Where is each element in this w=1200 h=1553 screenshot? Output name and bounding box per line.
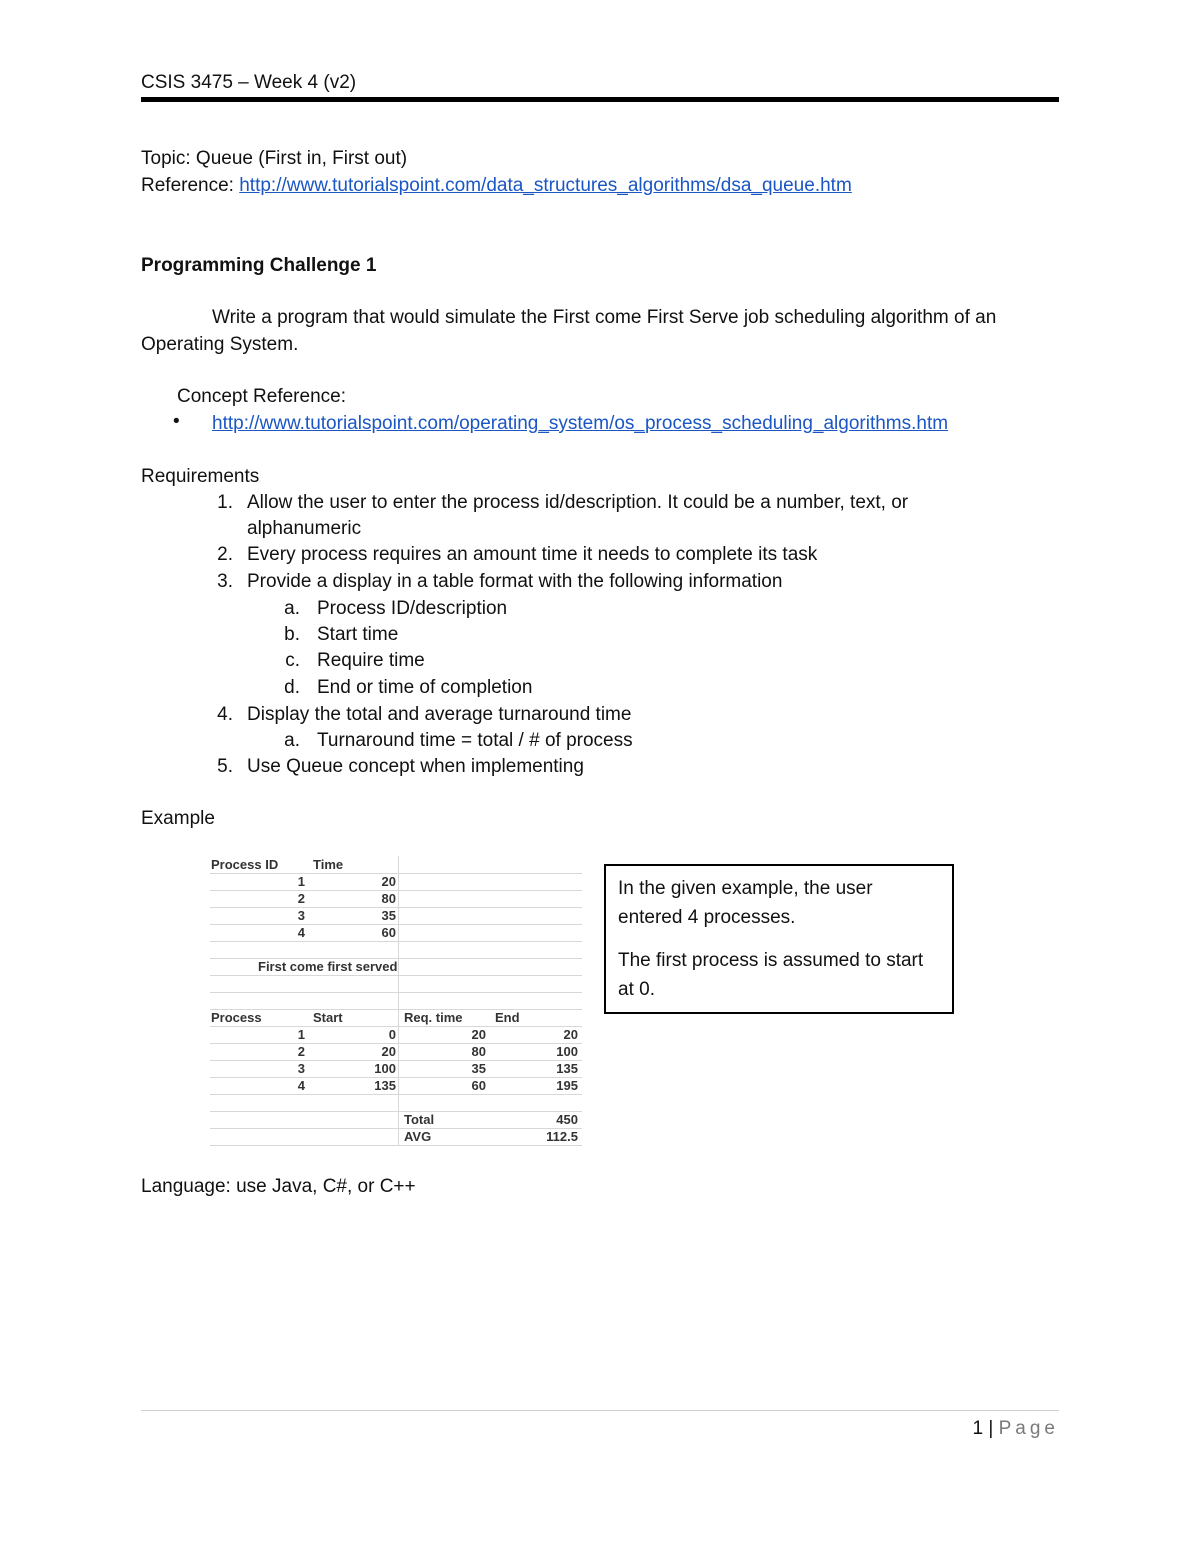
sheet-cell: 3 <box>297 908 305 923</box>
sheet-cell: 4 <box>297 1078 305 1093</box>
page-number: 1 <box>972 1418 984 1439</box>
sheet-cell: 35 <box>381 908 396 923</box>
sheet-cell: 35 <box>471 1061 486 1076</box>
sheet-cell: 4 <box>297 925 305 940</box>
challenge-title: Programming Challenge 1 <box>141 255 377 276</box>
sheet-gridline <box>210 1145 582 1146</box>
example-spreadsheet <box>210 856 582 1146</box>
sheet-cell: 20 <box>471 1027 486 1042</box>
sheet-avg-value: 112.5 <box>546 1129 578 1144</box>
sheet-cell: 80 <box>381 891 396 906</box>
requirements-title: Requirements <box>141 466 260 487</box>
requirement-item: Display the total and average turnaround time <box>247 704 632 725</box>
sheet-cell: 1 <box>297 1027 305 1042</box>
sheet-cell: 20 <box>381 874 396 889</box>
sub-item: Turnaround time = total / # of process <box>317 730 633 751</box>
sheet-cell: 100 <box>374 1061 396 1076</box>
language-line: Language: use Java, C#, or C++ <box>141 1176 416 1197</box>
sheet-cell: 1 <box>297 874 305 889</box>
sheet-gridline <box>210 1009 582 1010</box>
sheet-gridline <box>210 1094 582 1095</box>
concept-reference-link[interactable]: http://www.tutorialspoint.com/operating_system/os_process_scheduling_algorithms.htm <box>212 413 949 434</box>
requirement-number: 5. <box>217 756 233 777</box>
challenge-description-line1: Write a program that would simulate the First come First Serve job scheduling algorithm of an <box>212 307 997 328</box>
sub-item-letter: a. <box>284 730 300 751</box>
sheet-cell: 3 <box>297 1061 305 1076</box>
challenge-description-line2: Operating System. <box>141 334 299 355</box>
sub-item: End or time of completion <box>317 677 533 698</box>
example-note-box <box>604 864 954 1014</box>
concept-reference-label: Concept Reference: <box>177 386 346 407</box>
sheet-cell: 80 <box>471 1044 486 1059</box>
sheet-section-title: First come first served <box>258 959 398 974</box>
sub-item: Process ID/description <box>317 598 508 619</box>
requirement-item-continued: alphanumeric <box>247 518 362 539</box>
sheet-gridline <box>210 941 582 942</box>
sheet-column-divider <box>398 856 399 1146</box>
page-footer <box>973 1418 1059 1440</box>
requirement-number: 3. <box>217 571 233 592</box>
page-separator: | <box>983 1418 999 1439</box>
reference-line <box>141 175 852 197</box>
sub-item-letter: b. <box>284 624 300 645</box>
reference-link[interactable]: http://www.tutorialspoint.com/data_structures_algorithms/dsa_queue.htm <box>239 175 852 196</box>
sheet-gridline <box>210 992 582 993</box>
sheet-total-label: Total <box>404 1112 435 1127</box>
document-header-title: CSIS 3475 – Week 4 (v2) <box>141 72 357 93</box>
sheet-cell: 0 <box>388 1027 396 1042</box>
concept-reference-link-wrap <box>212 413 948 435</box>
sheet-avg-label: AVG <box>404 1129 432 1144</box>
sub-item-letter: d. <box>284 677 300 698</box>
requirement-item: Allow the user to enter the process id/description. It could be a number, text, or <box>247 492 909 513</box>
sheet-total-value: 450 <box>556 1112 578 1127</box>
sheet-cell: 195 <box>556 1078 578 1093</box>
sheet-header-req-time: Req. time <box>404 1010 463 1025</box>
sheet-header-process: Process <box>211 1010 262 1025</box>
page-label: Page <box>998 1418 1059 1439</box>
requirement-item: Provide a display in a table format with the following information <box>247 571 783 592</box>
sheet-cell: 100 <box>556 1044 578 1059</box>
sheet-cell: 2 <box>297 1044 305 1059</box>
reference-label: Reference: <box>141 175 240 196</box>
sub-item: Require time <box>317 650 425 671</box>
sheet-header-end: End <box>495 1010 520 1025</box>
bullet-icon: • <box>173 411 180 432</box>
footer-rule <box>141 1410 1059 1411</box>
sheet-header-process-id: Process ID <box>211 857 279 872</box>
sub-item: Start time <box>317 624 399 645</box>
note-paragraph-2: The first process is assumed to start at 0. <box>618 950 924 1000</box>
requirement-item: Every process requires an amount time it needs to complete its task <box>247 544 818 565</box>
sheet-gridline <box>210 975 582 976</box>
sheet-header-time: Time <box>313 857 344 872</box>
header-rule <box>141 97 1059 102</box>
sheet-cell: 135 <box>374 1078 396 1093</box>
example-title: Example <box>141 808 215 829</box>
note-paragraph-1: In the given example, the user entered 4 processes. <box>618 878 873 928</box>
requirement-number: 1. <box>217 492 233 513</box>
requirement-number: 2. <box>217 544 233 565</box>
sub-item-letter: a. <box>284 598 300 619</box>
sheet-cell: 20 <box>381 1044 396 1059</box>
sheet-cell: 135 <box>556 1061 578 1076</box>
sub-item-letter: c. <box>285 650 300 671</box>
sheet-cell: 60 <box>381 925 396 940</box>
sheet-cell: 20 <box>563 1027 578 1042</box>
requirement-item: Use Queue concept when implementing <box>247 756 584 777</box>
requirement-number: 4. <box>217 704 233 725</box>
sheet-cell: 2 <box>297 891 305 906</box>
sheet-header-start: Start <box>313 1010 343 1025</box>
sheet-cell: 60 <box>471 1078 486 1093</box>
topic-line: Topic: Queue (First in, First out) <box>141 148 408 169</box>
